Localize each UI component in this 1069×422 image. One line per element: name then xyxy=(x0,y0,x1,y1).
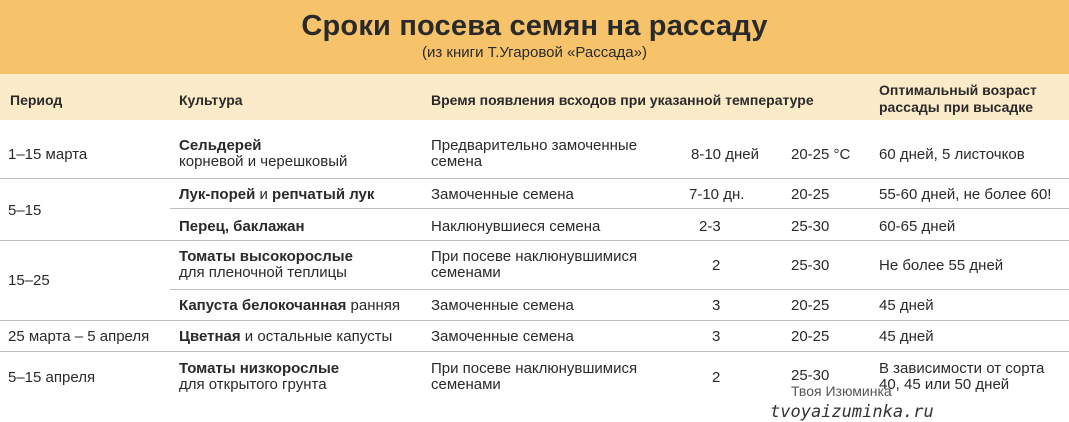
days-cell: 3 xyxy=(712,297,721,314)
column-header-age-line1: Оптимальный возраст xyxy=(879,82,1037,98)
age-cell: 60-65 дней xyxy=(879,218,956,235)
seeds-cell xyxy=(431,361,637,393)
culture-name: Цветная xyxy=(179,328,241,345)
seeds-line1: При посеве наклюнувшимися xyxy=(431,248,638,265)
page-subtitle: (из книги Т.Угаровой «Рассада») xyxy=(421,44,647,61)
seeds-line1: При посеве наклюнувшимися xyxy=(431,360,638,377)
culture-name: Томаты высокорослые xyxy=(179,248,353,265)
watermark-text: Твоя Изюминка xyxy=(791,383,892,399)
culture-cell xyxy=(179,298,400,314)
watermark-url: tvoyaizuminka.ru xyxy=(770,402,934,422)
age-cell xyxy=(879,361,1044,393)
title-band xyxy=(0,0,1069,74)
table-row xyxy=(0,351,1069,402)
culture-name: Капуста белокочанная xyxy=(179,297,347,314)
age-cell: 45 дней xyxy=(879,297,934,314)
culture-name-2: репчатый лук xyxy=(272,186,375,203)
temp-cell: 25-30 xyxy=(791,367,830,384)
table-row xyxy=(0,128,1069,178)
days-cell: 3 xyxy=(712,328,721,345)
seeds-cell xyxy=(431,138,637,170)
culture-detail: ранняя xyxy=(346,297,401,314)
seeds-line2: семенами xyxy=(431,264,501,281)
period-cell: 1–15 марта xyxy=(8,146,88,163)
table-row xyxy=(170,240,1069,288)
temp-cell: 20-25 xyxy=(791,297,830,314)
age-cell: 55-60 дней, не более 60! xyxy=(879,186,1052,203)
culture-detail: корневой и черешковый xyxy=(179,153,348,170)
age-line1: В зависимости от сорта xyxy=(879,360,1045,377)
page-title: Сроки посева семян на рассаду xyxy=(301,10,768,42)
culture-cell xyxy=(179,187,374,203)
period-cell: 5–15 апреля xyxy=(8,369,96,386)
culture-detail: для пленочной теплицы xyxy=(179,264,347,281)
age-cell: 60 дней, 5 листочков xyxy=(879,146,1025,163)
seeds-cell xyxy=(431,249,637,281)
culture-cell xyxy=(179,249,353,281)
table-row xyxy=(170,289,1069,321)
seeds-cell: Замоченные семена xyxy=(431,186,574,203)
table-row xyxy=(170,178,1069,209)
age-cell: 45 дней xyxy=(879,328,934,345)
temp-cell: 20-25 xyxy=(791,186,830,203)
days-cell: 2-3 xyxy=(699,218,721,235)
culture-cell xyxy=(179,361,339,393)
column-header-time: Время появления всходов при указанной температуре xyxy=(431,92,814,108)
column-header-age xyxy=(879,82,1037,116)
seeds-cell: Замоченные семена xyxy=(431,328,574,345)
temp-cell: 20-25 °С xyxy=(791,146,851,163)
column-header-culture: Культура xyxy=(179,92,243,108)
seeds-line1: Предварительно замоченные xyxy=(431,137,638,154)
table-header xyxy=(0,74,1069,120)
temp-cell: 25-30 xyxy=(791,218,830,235)
table-row xyxy=(170,208,1069,239)
culture-name: Лук-порей xyxy=(179,186,256,203)
days-cell: 8-10 дней xyxy=(691,146,759,163)
culture-detail: для открытого грунта xyxy=(179,376,327,393)
days-cell: 2 xyxy=(712,257,721,274)
culture-name: Перец, баклажан xyxy=(179,218,305,235)
seeds-line2: семена xyxy=(431,153,483,170)
culture-cell xyxy=(179,138,347,170)
days-cell: 2 xyxy=(712,369,721,386)
seeds-cell: Наклюнувшиеся семена xyxy=(431,218,601,235)
column-header-period: Период xyxy=(10,92,63,108)
table-row xyxy=(0,320,1069,352)
culture-name: Сельдерей xyxy=(179,137,262,154)
culture-detail: и остальные капусты xyxy=(240,328,393,345)
age-cell: Не более 55 дней xyxy=(879,257,1004,274)
column-header-age-line2: рассады при высадке xyxy=(879,99,1034,115)
culture-name: Томаты низкорослые xyxy=(179,360,340,377)
period-cell: 25 марта – 5 апреля xyxy=(8,328,150,345)
seeds-cell: Замоченные семена xyxy=(431,297,574,314)
period-cell: 5–15 xyxy=(8,202,42,219)
culture-cell xyxy=(179,329,392,345)
seeds-line2: семенами xyxy=(431,376,501,393)
temp-cell: 20-25 xyxy=(791,328,830,345)
age-line2: 40, 45 или 50 дней xyxy=(879,376,1010,393)
culture-conjunction: и xyxy=(255,186,273,203)
period-cell: 15–25 xyxy=(8,272,50,289)
temp-cell: 25-30 xyxy=(791,257,830,274)
days-cell: 7-10 дн. xyxy=(689,186,745,203)
